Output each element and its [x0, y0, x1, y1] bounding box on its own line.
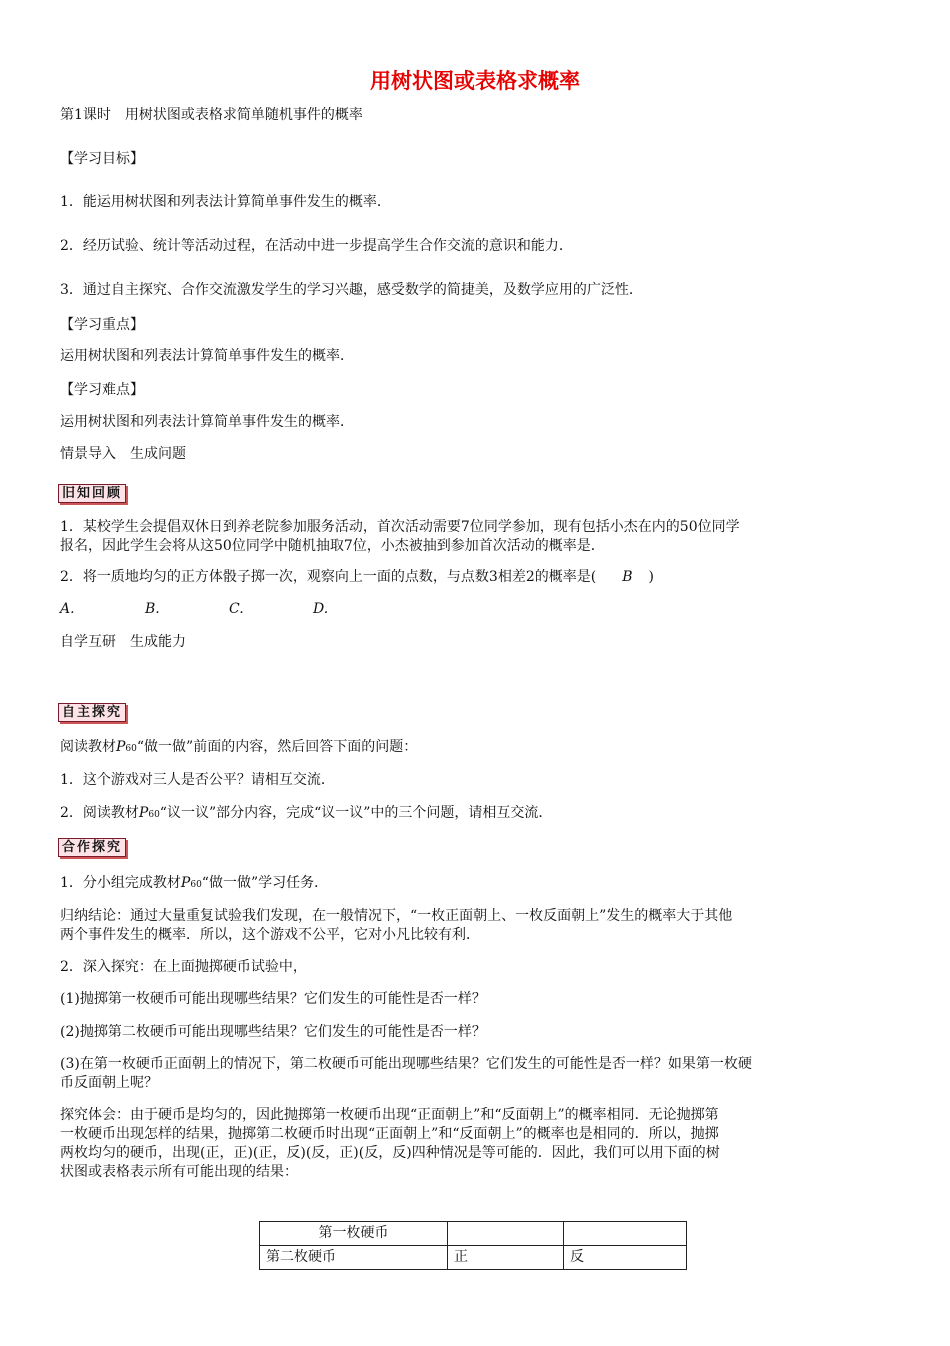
conclusion-line1: 归纳结论：通过大量重复试验我们发现，在一般情况下，“一枚正面朝上、一枚反面朝上”发生的概率大于其他	[60, 908, 733, 924]
review-question-2-close: )	[648, 569, 654, 585]
key-heading: 【学习重点】	[60, 317, 144, 333]
review-question-1-line2: 报名，因此学生会将从这50位同学中随机抽取7位，小杰被抽到参加首次活动的概率是．	[60, 538, 605, 554]
self-study-heading: 自学互研 生成能力	[60, 634, 186, 650]
explore-line4: 状图或表格表示所有可能出现的结果：	[60, 1164, 298, 1180]
page-ref-letter: P	[180, 875, 191, 891]
conclusion-line2: 两个事件发生的概率．所以，这个游戏不公平，它对小凡比较有利．	[60, 927, 480, 943]
goals-heading: 【学习目标】	[60, 151, 144, 167]
option-a: A.	[60, 601, 75, 617]
self-q2-pre: 2．阅读教材	[60, 805, 139, 821]
coop-explore-badge: 合作探究	[58, 838, 126, 857]
page-ref-number: 60	[190, 880, 202, 890]
sub-question-3-line1: (3)在第一枚硬币正面朝上的情况下，第二枚硬币可能出现哪些结果？它们发生的可能性是否一样？如果第一枚硬	[60, 1056, 752, 1072]
table-cell: 反	[564, 1246, 687, 1270]
option-c: C.	[229, 601, 244, 617]
option-b: B.	[145, 601, 160, 617]
goal-item: 3．通过自主探究、合作交流激发学生的学习兴趣，感受数学的简捷美，及数学应用的广泛性．	[60, 282, 643, 298]
self-read-instruction	[60, 738, 417, 758]
sub-question-3-line2: 币反面朝上呢？	[60, 1075, 158, 1091]
self-question-2	[60, 804, 552, 824]
coop-q1-pre: 1．分小组完成教材	[60, 875, 181, 891]
review-question-2-text: 2．将一质地均匀的正方体骰子掷一次，观察向上一面的点数，与点数3相差2的概率是(	[60, 569, 597, 585]
goal-item: 1．能运用树状图和列表法计算简单事件发生的概率．	[60, 194, 391, 210]
page-ref-letter: P	[138, 805, 149, 821]
page-ref-letter: P	[116, 739, 126, 755]
review-badge: 旧知回顾	[58, 484, 126, 503]
review-question-1-line1: 1．某校学生会提倡双休日到养老院参加服务活动，首次活动需要7位同学参加，现有包括小杰在内的50位同学	[60, 519, 740, 535]
table-cell: 第一枚硬币	[260, 1222, 448, 1246]
coop-q1-post: “做一做”学习任务．	[201, 875, 329, 891]
coop-question-2: 2．深入探究：在上面抛掷硬币试验中，	[60, 959, 307, 975]
document-title: 用树状图或表格求概率	[370, 69, 580, 93]
lesson-subtitle: 第1课时 用树状图或表格求简单随机事件的概率	[60, 107, 363, 123]
table-cell: 第二枚硬币	[260, 1246, 448, 1270]
page-ref-number: 60	[125, 744, 137, 754]
table-cell: 正	[448, 1246, 564, 1270]
difficulty-heading: 【学习难点】	[60, 382, 144, 398]
coin-outcome-table	[259, 1221, 687, 1270]
explore-line3: 两枚均匀的硬币，出现(正，正)(正，反)(反，正)(反，反)四种情况是等可能的．因此，我们可以用下面的树	[60, 1145, 720, 1161]
sub-question-2: (2)抛掷第二枚硬币可能出现哪些结果？它们发生的可能性是否一样？	[60, 1024, 486, 1040]
self-explore-badge: 自主探究	[58, 703, 126, 722]
table-cell	[564, 1222, 687, 1246]
coop-question-1	[60, 874, 328, 894]
self-read-pre: 阅读教材	[60, 739, 116, 755]
explore-line1: 探究体会：由于硬币是均匀的，因此抛掷第一枚硬币出现“正面朝上”和“反面朝上”的概率相同．无论抛掷第	[60, 1107, 719, 1123]
table-cell	[448, 1222, 564, 1246]
self-read-post: “做一做”前面的内容，然后回答下面的问题：	[136, 739, 418, 755]
page-ref-number: 60	[148, 810, 160, 820]
option-d: D.	[313, 601, 329, 617]
goal-item: 2．经历试验、统计等活动过程，在活动中进一步提高学生合作交流的意识和能力．	[60, 238, 573, 254]
intro-heading: 情景导入 生成问题	[60, 446, 186, 462]
explore-line2: 一枚硬币出现怎样的结果，抛掷第二枚硬币时出现“正面朝上”和“反面朝上”的概率也是相同的．所以，抛掷	[60, 1126, 719, 1142]
table-row	[260, 1246, 687, 1270]
key-text: 运用树状图和列表法计算简单事件发生的概率．	[60, 348, 354, 364]
difficulty-text: 运用树状图和列表法计算简单事件发生的概率．	[60, 414, 354, 430]
self-question-1: 1．这个游戏对三人是否公平？请相互交流．	[60, 772, 335, 788]
sub-question-1: (1)抛掷第一枚硬币可能出现哪些结果？它们发生的可能性是否一样？	[60, 991, 486, 1007]
review-question-2-answer: B	[622, 569, 633, 585]
review-question-2	[60, 568, 654, 586]
self-q2-post: “议一议”部分内容，完成“议一议”中的三个问题，请相互交流．	[159, 805, 553, 821]
table-row	[260, 1222, 687, 1246]
